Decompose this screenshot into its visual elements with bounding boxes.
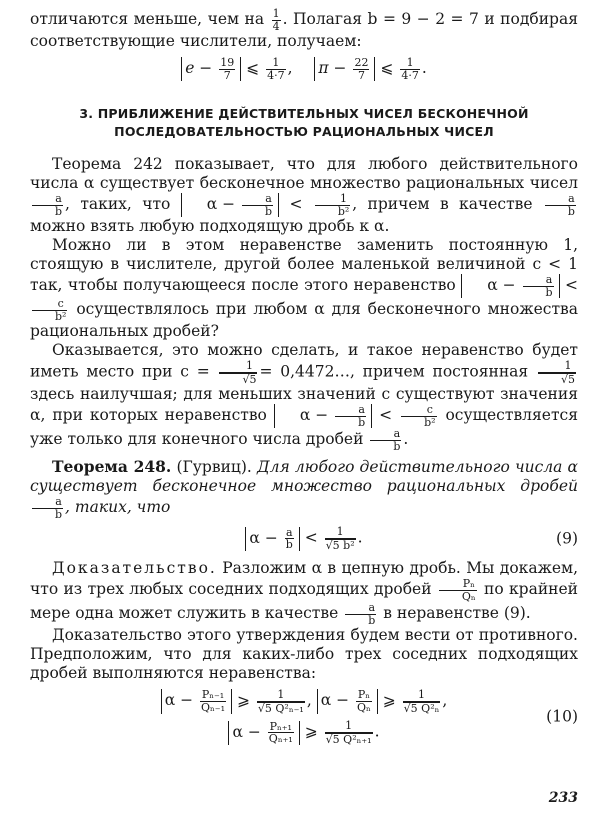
paragraph-question: Можно ли в этом неравенстве заменить постоянную 1, стоящую в числителе, другой более маленькой величиной c < 1 так, чтобы получающееся после этого неравенство α − $\frac{a}{b}$ < $\frac{c}{\text{b²}}$ осуществлялось при любом α для бесконечного множества рациональных дробей? bbox=[30, 236, 578, 341]
intro-line bbox=[30, 8, 578, 51]
abs-e: e − $\frac{19}{7}$ bbox=[181, 57, 241, 81]
proof-paragraph: Доказательство. Разложим α в цепную дробь. Мы докажем, что из трех любых соседних подходящих дробей $\frac{\text{Pₙ}}{\text{Qₙ}}$ по крайней мере одна может служить в качестве $\frac{a}{b}$ в неравенстве (9). bbox=[30, 559, 578, 627]
fraction-one-quarter: $\frac{1}{4}$ bbox=[272, 7, 280, 33]
intro-text-cont: . Полагая b = 9 − 2 = 7 и подбирая bbox=[282, 10, 578, 29]
section-title: 3. ПРИБЛИЖЕНИЕ ДЕЙСТВИТЕЛЬНЫХ ЧИСЕЛ БЕСКОНЕЧНОЙ ПОСЛЕДОВАТЕЛЬНОСТЬЮ РАЦИОНАЛЬНЫХ ЧИСЕЛ bbox=[79, 106, 529, 140]
theorem-label: Теорема 248. bbox=[52, 457, 172, 477]
page-number: 233 bbox=[548, 790, 578, 806]
page-content bbox=[30, 8, 578, 745]
intro-text-line2: соответствующие числители, получаем: bbox=[30, 32, 362, 51]
paragraph-theorem-242: Теорема 242 показывает, что для любого действительного числа α существует бесконечное множество рациональных чисел $\frac{a}{b}$ , таких, что α − $\frac{a}{b}$ < $\frac{1}{\text{b²}}$ , причем в качестве $\frac{a}{b}$ можно взять любую подходящую дробь к α. bbox=[30, 155, 578, 236]
theorem-248: Теорема 248. (Гурвиц). Для любого действительного числа α существует бесконечное множество рациональных дробей $\frac{a}{b}$ , таких, что bbox=[30, 457, 579, 521]
abs-pi: π − $\frac{22}{7}$ bbox=[314, 57, 375, 81]
equation-number-9: (9) bbox=[556, 529, 578, 548]
equation-9: α − $\frac{a}{b}$ < $\frac{1}{\text{√5 b²}}$ . (9) bbox=[30, 526, 578, 551]
proof-label: Доказательство. bbox=[52, 559, 217, 578]
paragraph-contradiction: Доказательство этого утверждения будем вести от противного. Предположим, что для каких-либо трех соседних подходящих дробей выполняются неравенства: bbox=[30, 626, 578, 683]
equation-e-pi: e − $\frac{19}{7}$ ⩽ $\frac{1}{4\cdot 7}$ , π − $\frac{22}{7}$ ⩽ $\frac{1}{4\cdot 7}$ . bbox=[30, 57, 578, 81]
intro-text: отличаются меньше, чем на bbox=[30, 10, 265, 29]
equation-10: α − $\frac{\text{Pₙ₋₁}}{\text{Qₙ₋₁}}$ ⩾ $\frac{1}{\text{√5 Q²ₙ₋₁}}$ , α − $\frac{\text{Pₙ}}{\text{Qₙ}}$ ⩾ $\frac{1}{\text{√5 Q²ₙ}}$ , α − $\frac{\text{Pₙ₊₁}}{\text{Qₙ₊₁}}$ ⩾ $\frac{1}{\text{√5 Q²ₙ₊₁}}$ . (10) bbox=[30, 689, 578, 745]
paragraph-answer: Оказывается, это можно сделать, и такое неравенство будет иметь место при c = $\frac{1}{√5}$ = 0,4472…, причем постоянная $\frac{1}{√5}$ здесь наилучшая; для меньших значений c существуют значения α, при которых неравенство α − $\frac{a}{b}$ < $\frac{c}{\text{b²}}$ осуществляется уже только для конечного числа дробей $\frac{a}{b}$ . bbox=[30, 341, 578, 453]
equation-number-10: (10) bbox=[546, 707, 578, 726]
